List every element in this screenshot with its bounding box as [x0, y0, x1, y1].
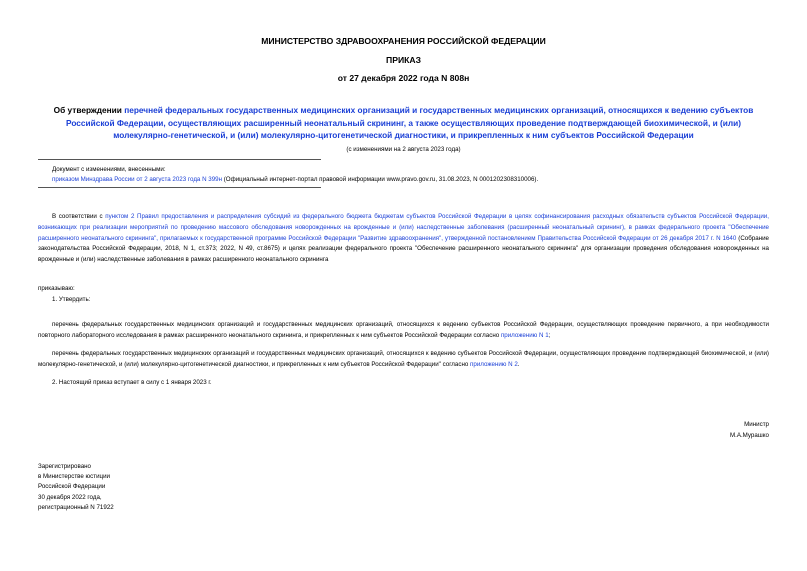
doc-type-heading: ПРИКАЗ — [386, 55, 421, 65]
registration-line-3: Российской Федерации — [38, 483, 106, 491]
preamble-paragraph — [38, 212, 769, 266]
amendment-source: (Официальный интернет-портал правовой информации www.pravo.gov.ru, 31.08.2023, N 0001202308310006). — [222, 176, 539, 183]
document-title — [38, 104, 769, 142]
registration-line-1: Зарегистрировано — [38, 463, 91, 470]
preamble-start: В соответствии с — [52, 213, 106, 220]
list-2-paragraph — [38, 349, 769, 371]
signer-position: Министр — [744, 421, 769, 428]
registration-block — [38, 462, 114, 513]
preamble-end: (Собрание законодательства Российской Федерации, 2018, N 1, ст.373; 2022, N 49, ст.8675) и целях реализации федерального проекта "Обеспечение расширенного неонатального скрининга" для организации проведения обследования новорожденных на врожденные и (или) наследственные заболевания в рамках расширенного неонатального скрининга — [38, 234, 769, 264]
ministry-heading: МИНИСТЕРСТВО ЗДРАВООХРАНЕНИЯ РОССИЙСКОЙ ФЕДЕРАЦИИ — [261, 36, 546, 46]
rules-link[interactable]: пунктом 2 Правил предоставления и распределения субсидий из федерального бюджета бюджетам субъектов Российской Федерации в целях софинансирования расходных обязательств субъектов Российской Федерации, возникающих при реализации мероприятий по проведению массового обследования новорожденных на врожденные и (или) наследственные заболевания (расширенный неонатальный скрининг), в рамках федерального проекта "Обеспечение расширенного неонатального скрининга", прилагаемых к государственной программе Российской Федерации "Развитие здравоохранения", утвержденной постановлением Правительства Российской Федерации от 26 декабря 2017 г. N 1640 — [38, 213, 769, 242]
changes-intro: Документ с изменениями, внесенными: — [52, 166, 166, 173]
list-2-text: перечень федеральных государственных медицинских организаций и государственных медицинских организаций, относящихся к ведению субъектов Российской Федерации, осуществляющих проведение подтверждающей биохимической, и (или) молекулярно-генетической, и (или) молекулярно-цитогенетической диагностики, и прикрепленных к ним субъектов Российской Федерации" согласно — [38, 350, 769, 368]
appendix-1-link[interactable]: приложению N 1 — [500, 331, 549, 339]
registration-line-5: регистрационный N 71922 — [38, 503, 114, 511]
title-prefix: Об утверждении — [53, 105, 125, 115]
list-1-paragraph — [38, 320, 769, 342]
revision-note: (с изменениями на 2 августа 2023 года) — [346, 146, 461, 153]
appendix-2-link[interactable]: приложению N 2 — [470, 360, 518, 368]
registration-line-2: в Министерстве юстиции — [38, 473, 111, 481]
list-1-text: перечень федеральных государственных медицинских организаций и государственных медицинских организаций, относящихся к ведению субъектов Российской Федерации, осуществляющих проведение первичного, а при необходимости повторного лабораторного исследования в рамках расширенного неонатального скрининга, и прикрепленных к ним субъектов Российской Федерации согласно — [38, 321, 769, 339]
title-link[interactable]: перечней федеральных государственных медицинских организаций и государственных медицинских организаций, относящихся к ведению субъектов Российской Федерации, осуществляющих расширенный неонатальный скрининг, а также осуществляющих проведение подтверждающей биохимической, и (или) молекулярно-генетической, и (или) молекулярно-цитогенетической диагностики, и прикрепленных к ним субъектов Российской Федерации — [66, 105, 754, 140]
changes-line — [52, 175, 782, 185]
divider-bottom — [38, 187, 321, 188]
signer-name: М.А.Мурашко — [729, 431, 769, 439]
item-1: 1. Утвердить: — [52, 296, 91, 303]
list-1-end: ; — [548, 331, 551, 339]
registration-line-4: 30 декабря 2022 года, — [38, 493, 102, 501]
changes-block — [52, 165, 782, 185]
date-number-heading: от 27 декабря 2022 года N 808н — [337, 73, 470, 83]
divider-top — [38, 159, 321, 160]
ordered-text: приказываю: — [38, 285, 75, 292]
amendment-link[interactable]: приказом Минздрава России от 2 августа 2023 года N 399н — [52, 176, 223, 183]
item-2: 2. Настоящий приказ вступает в силу с 1 января 2023 г. — [52, 379, 212, 386]
signature-block — [730, 420, 769, 441]
list-2-end: . — [517, 360, 520, 368]
